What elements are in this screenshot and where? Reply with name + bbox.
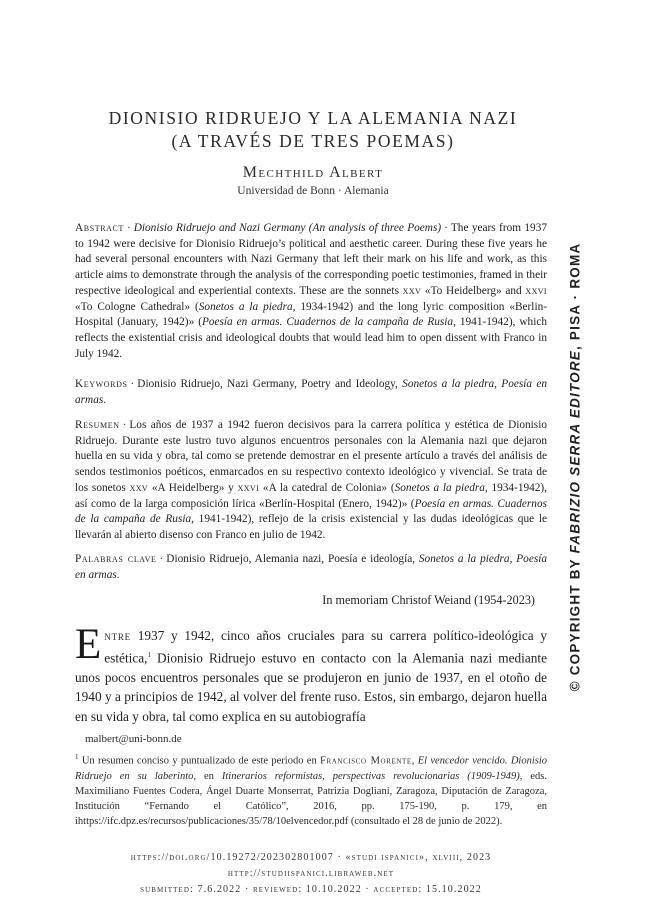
abstract-title: Dionisio Ridruejo and Nazi Germany (An analysis of three Poems) bbox=[133, 222, 442, 234]
palabras-clave-italic: Poesía en armas bbox=[75, 553, 548, 581]
abstract-text: «To Heidelberg» and bbox=[421, 284, 526, 297]
resumen-text: , 1934-1942), así como de la larga composición lírica «Berlín-Hospital (Enero, 1942)» ( bbox=[75, 481, 548, 510]
copyright-prefix: © COPYRIGHT BY bbox=[567, 553, 583, 692]
palabras-clave-text: Dionisio Ridruejo, Alemania nazi, Poesía e ideología, bbox=[166, 553, 419, 565]
keywords-italic: Poesía en armas bbox=[75, 378, 548, 406]
author-name: Mechthild Albert bbox=[242, 164, 384, 181]
keywords-paragraph: Keywords · Dionisio Ridruejo, Nazi Germany, Poetry and Ideology, Sonetos a la piedra, Poesía en armas. bbox=[75, 378, 548, 406]
palabras-clave-separator: , bbox=[509, 553, 517, 565]
abstract-text: , 1934-1942) and the long lyric composition «Berlin-Hospital (January, 1942)» ( bbox=[75, 300, 547, 329]
abstract-italic: Sonetos a la piedra bbox=[198, 300, 293, 313]
abstract-text: «To Cologne Cathedral» ( bbox=[75, 300, 199, 313]
resumen-italic: Sonetos a la piedra bbox=[394, 481, 485, 494]
abstract-paragraph: Abstract · Dionisio Ridruejo and Nazi Germany (An analysis of three Poems) · The years from 1937 to 1942 were decisive for Dionisio Ridruejo’s political and aesthetic career. During these five years he had several personal encounters with Nazi Germany that left their mark on his life and work, as this article aims to demonstrate through the analysis of the corresponding poetic testimonies, framed in their respective ideological and experiential contexts. These are the sonnets xxv «To Heidelberg» and xxvi «To Cologne Cathedral» (Sonetos a la piedra, 1934-1942) and the long lyric composition «Berlin-Hospital (January, 1942)» (Poesía en armas. Cuadernos de la campaña de Rusia, 1941-1942), which reflects the existential crisis and ideological doubts that would lead him to open dissent with Franco in July 1942. bbox=[75, 222, 547, 360]
keywords-end: . bbox=[103, 393, 107, 406]
copyright-notice bbox=[568, 243, 583, 692]
footnote-italic: El vencedor vencido. Dionisio Ridruejo en su laberinto bbox=[75, 755, 547, 782]
body-paragraph bbox=[75, 621, 547, 726]
author-affiliation: Universidad de Bonn · Alemania bbox=[237, 185, 389, 197]
article-title-line-1: DIONISIO RIDRUEJO Y LA ALEMANIA NAZI bbox=[108, 108, 518, 128]
resumen-italic: Poesía en armas. Cuadernos de la campaña de Rusia bbox=[75, 497, 547, 526]
journal-url[interactable]: http://studiispanici.libraweb.net bbox=[227, 868, 395, 879]
submission-dates: submitted: 7.6.2022 · reviewed: 10.10.2022 · accepted: 15.10.2022 bbox=[140, 884, 482, 895]
abstract-text: The years from 1937 to 1942 were decisive for Dionisio Ridruejo’s political and aesthetic career. During these five years he had several personal encounters with Nazi Germany that left their mark on his life and work, as this article aims to demonstrate through the analysis of the corresponding poetic testimonies, framed in their respective ideological and experiential contexts. These are the sonnets bbox=[75, 222, 547, 297]
resumen-text: , 1941-1942), reflejo de la crisis existencial y las dudas ideológicas que le llevarán al abierto disenso con Franco en julio de 1942. bbox=[75, 513, 547, 541]
copyright-suffix: , PISA · ROMA bbox=[567, 242, 583, 350]
resumen-numeral: xxvi bbox=[237, 481, 260, 494]
copyright-sideband bbox=[560, 233, 590, 701]
keywords-separator: , bbox=[494, 378, 502, 390]
footnote-text: , eds. Maximiliano Fuentes Codera, Ángel Duarte Monserrat, Patrizia Dogliani, Zaragoza, Diputación de Zaragoza, Institución “Fernando el Católico”, 2016, pp. 175-190, p. 179, en ihttps://ifc.dpz.es/recursos/publicaciones/35/78/10elvencedor.pdf (consultado el 28 de junio de 2022). bbox=[75, 770, 547, 827]
abstract-italic: Poesía en armas. Cuadernos de la campaña de Rusia bbox=[201, 316, 454, 329]
keywords-label: Keywords bbox=[75, 378, 128, 390]
abstract-numeral: xxv bbox=[402, 284, 422, 297]
footnote-italic: Itinerarios reformistas, perspectivas revolucionarias (1909-1949) bbox=[221, 770, 520, 782]
keywords-italic: Sonetos a la piedra bbox=[402, 378, 495, 390]
doi-line[interactable]: https://doi.org/10.19272/202302801007 · «studi ispanici», xlviii, 2023 bbox=[130, 852, 492, 863]
resumen-text: «A Heidelberg» y bbox=[148, 481, 238, 494]
article-title-line-2: (A TRAVÉS DE TRES POEMAS) bbox=[171, 131, 455, 151]
footnote-1 bbox=[75, 750, 547, 829]
copyright-publisher: FABRIZIO SERRA EDITORE bbox=[567, 349, 583, 554]
footnote-reference[interactable]: 1 bbox=[147, 650, 151, 659]
abstract-label: Abstract bbox=[75, 222, 124, 234]
author-email-link[interactable]: malbert@uni-bonn.de bbox=[85, 733, 182, 745]
palabras-clave-paragraph: Palabras clave · Dionisio Ridruejo, Alemania nazi, Poesía e ideología, Sonetos a la piedra, Poesía en armas. bbox=[75, 553, 548, 581]
body-text: 1937 y 1942, cinco años cruciales para su carrera político-ideológica y estética, bbox=[104, 628, 547, 666]
footnote-number: 1 bbox=[75, 753, 79, 761]
body-text: Dionisio Ridruejo estuvo en contacto con la Alemania nazi mediante unos pocos encuentros personales que se produjeron en junio de 1937, en el otoño de 1940 y a principios de 1942, al volver del frente ruso. Estos, sin embargo, dejaron huella en su vida y obra, tal como explica en su autobiografía bbox=[75, 650, 547, 724]
footnote-author: Francisco Morente bbox=[320, 755, 412, 767]
abstract-text: , 1941-1942), which reflects the existential crisis and ideological doubts that would lead him to open dissent with Franco in July 1942. bbox=[75, 316, 547, 360]
palabras-clave-italic: Sonetos a la piedra bbox=[418, 553, 510, 565]
keywords-text: Dionisio Ridruejo, Nazi Germany, Poetry and Ideology, bbox=[137, 378, 403, 390]
memoriam-dedication: In memoriam Christof Weiand (1954-2023) bbox=[322, 593, 535, 607]
footnote-text: , en bbox=[193, 770, 222, 782]
resumen-label: Resumen bbox=[75, 419, 120, 431]
resumen-paragraph: Resumen · Los años de 1937 a 1942 fueron decisivos para la carrera política y estética de Dionisio Ridruejo. Durante este lustro tuvo algunos encuentros personales con la Alemania nazi que dejaron huella en su vida y obra, tal como se pretende demostrar en el presente artículo a través del análisis de sendos testimonios poéticos, enmarcados en su respectivo contexto ideológico y vivencial. Se trata de los sonetos xxv «A Heidelberg» y xxvi «A la catedral de Colonia» (Sonetos a la piedra, 1934-1942), así como de la larga composición lírica «Berlín-Hospital (Enero, 1942)» (Poesía en armas. Cuadernos de la campaña de Rusia, 1941-1942), reflejo de la crisis existencial y las dudas ideológicas que le llevarán al abierto disenso con Franco en julio de 1942. bbox=[75, 419, 548, 541]
footnote-text: Un resumen conciso y puntualizado de este periodo en bbox=[78, 755, 321, 767]
abstract-numeral: xxvi bbox=[525, 284, 547, 297]
resumen-numeral: xxv bbox=[129, 481, 149, 494]
drop-cap: E bbox=[75, 621, 102, 668]
footnote-text: , bbox=[411, 755, 418, 767]
resumen-text: «A la catedral de Colonia» ( bbox=[259, 481, 395, 494]
resumen-text: Los años de 1937 a 1942 fueron decisivos para la carrera política y estética de Dionisio Ridruejo. Durante este lustro tuvo algunos encuentros personales con la Alemania nazi que dejaron huella en su vida y obra, tal como se pretende demostrar en el presente artículo a través del análisis de sendos testimonios poéticos, enmarcados en su respectivo contexto ideológico y vivencial. Se trata de los sonetos bbox=[75, 419, 547, 494]
palabras-clave-end: . bbox=[116, 568, 120, 581]
body-smallcaps: ntre bbox=[104, 628, 131, 643]
palabras-clave-label: Palabras clave bbox=[75, 553, 157, 565]
